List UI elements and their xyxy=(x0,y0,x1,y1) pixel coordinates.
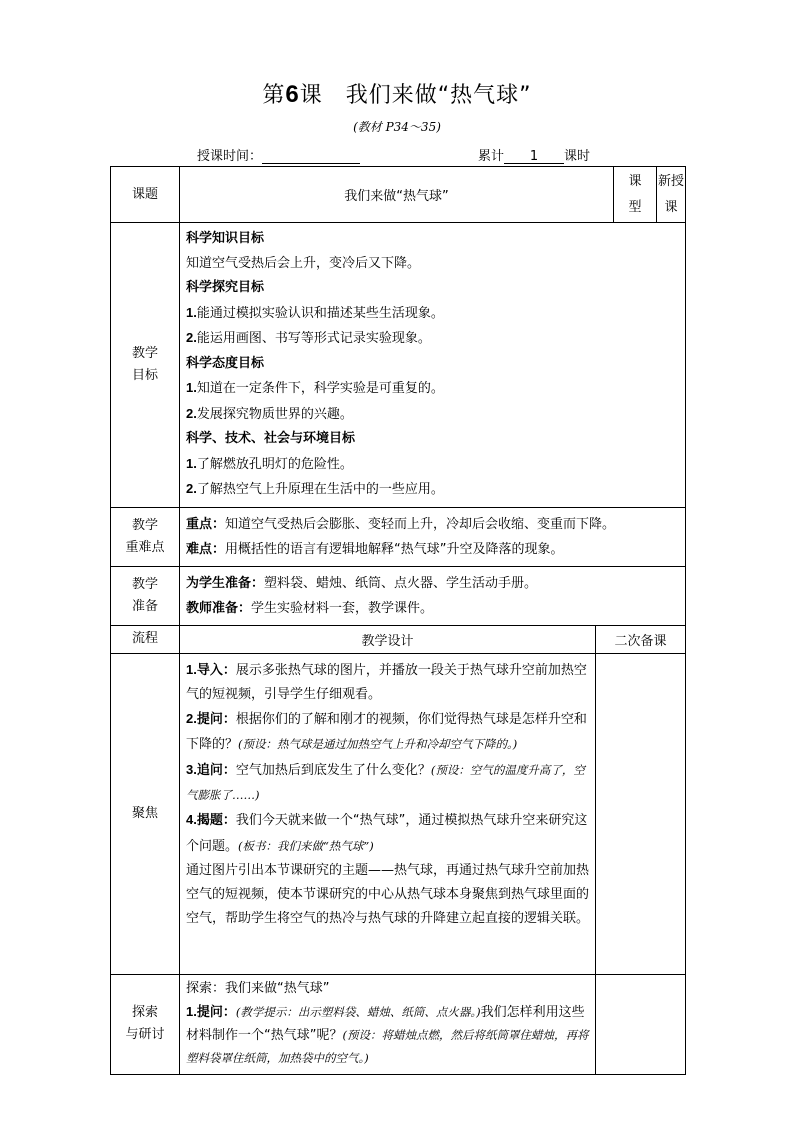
process-header: 流程 xyxy=(111,625,180,653)
goal-item: 知道空气受热后会上升，变冷后又下降。 xyxy=(186,255,421,271)
goal-item: 1.能通过模拟实验认识和描述某些生活现象。 xyxy=(186,304,444,321)
lesson-count-label: 累计 xyxy=(478,149,505,164)
goal-item: 2.发展探究物质世界的兴趣。 xyxy=(186,405,353,422)
lesson-count-value: 1 xyxy=(504,149,564,164)
lesson-count-unit: 课时 xyxy=(564,149,591,164)
lesson-plan-table xyxy=(110,166,686,1075)
design-header-row xyxy=(111,625,686,653)
focus-step: 4.揭题：我们今天就来做一个“热气球”，通过模拟热气球升空来研究这个问题。(板书：我们来做“热气球”) xyxy=(186,812,588,854)
preparation-label: 教学 准备 xyxy=(111,566,180,625)
teaching-time-blank[interactable] xyxy=(262,149,360,164)
explore-title: 探索：我们来做“热气球” xyxy=(186,980,330,996)
teaching-time xyxy=(197,145,360,164)
key-point: 重点：知道空气受热后会膨胀、变轻而上升，冷却后会收缩、变重而下降。 xyxy=(186,516,616,532)
student-prep: 为学生准备：塑料袋、蜡烛、纸筒、点火器、学生活动手册。 xyxy=(186,575,538,591)
lesson-count xyxy=(478,145,590,164)
preparation-content xyxy=(180,566,686,625)
goal-heading: 科学态度目标 xyxy=(186,355,265,371)
focus-label: 聚焦 xyxy=(111,653,180,974)
goal-item: 2.了解热空气上升原理在生活中的一些应用。 xyxy=(186,481,444,497)
goal-heading: 科学知识目标 xyxy=(186,231,265,246)
lesson-type-value: 新授 课 xyxy=(657,167,686,223)
difficult-point: 难点：用概括性的语言有逻辑地解释“热气球”升空及降落的现象。 xyxy=(186,541,564,557)
lesson-title: 第6课 我们来做“热气球” xyxy=(262,81,532,108)
focus-row xyxy=(111,653,686,974)
focus-content xyxy=(180,653,596,974)
key-points-content xyxy=(180,507,686,566)
topic-label: 课题 xyxy=(111,167,180,223)
preparation-row xyxy=(111,566,686,625)
design-header: 教学设计 xyxy=(180,625,596,653)
explore-content xyxy=(180,974,596,1074)
goal-item: 1.了解燃放孔明灯的危险性。 xyxy=(186,455,353,472)
teaching-time-label: 授课时间： xyxy=(197,149,263,164)
topic-row xyxy=(111,167,686,223)
textbook-pages: (教材 P34～35) xyxy=(353,120,441,134)
revision-header: 二次备课 xyxy=(596,625,686,653)
explore-step: 1.提问：(教学提示：出示塑料袋、蜡烛、纸筒、点火器。)我们怎样利用这些材料制作一个“热气球”呢？(预设：将蜡烛点燃，然后将纸筒罩住蜡烛，再将塑料袋罩住纸筒，加热袋中的空气。) xyxy=(186,1003,589,1065)
goals-row xyxy=(111,223,686,508)
goal-heading: 科学、技术、社会与环境目标 xyxy=(186,431,356,446)
key-points-label: 教学 重难点 xyxy=(111,507,180,566)
goals-content xyxy=(180,223,686,508)
lesson-type-label: 课 型 xyxy=(614,167,657,223)
topic-value: 我们来做“热气球” xyxy=(180,167,614,223)
explore-row xyxy=(111,974,686,1074)
goal-heading: 科学探究目标 xyxy=(186,280,265,295)
goal-item: 2.能运用画图、书写等形式记录实验现象。 xyxy=(186,330,431,346)
explore-revision-cell[interactable] xyxy=(596,974,686,1074)
focus-step: 1.导入：展示多张热气球的图片，并播放一段关于热气球升空前加热空气的短视频，引导学生仔细观看。 xyxy=(186,661,587,702)
focus-step: 2.提问：根据你们的了解和刚才的视频，你们觉得热气球是怎样升空和下降的？(预设：热气球是通过加热空气上升和冷却空气下降的。) xyxy=(186,711,587,753)
focus-step: 3.追问：空气加热后到底发生了什么变化？(预设：空气的温度升高了，空气膨胀了……) xyxy=(186,761,585,802)
key-points-row xyxy=(111,507,686,566)
teacher-prep: 教师准备：学生实验材料一套，教学课件。 xyxy=(186,600,434,616)
focus-revision-cell[interactable] xyxy=(596,653,686,974)
explore-label: 探索 与研讨 xyxy=(111,974,180,1074)
goals-label: 教学 目标 xyxy=(111,223,180,508)
goal-item: 1.知道在一定条件下，科学实验是可重复的。 xyxy=(186,380,444,396)
focus-summary: 通过图片引出本节课研究的主题——热气球，再通过热气球升空前加热空气的短视频，使本节课研究的中心从热气球本身聚焦到热气球里面的空气，帮助学生将空气的热冷与热气球的升降建立起直接的逻辑关联。 xyxy=(186,862,590,927)
